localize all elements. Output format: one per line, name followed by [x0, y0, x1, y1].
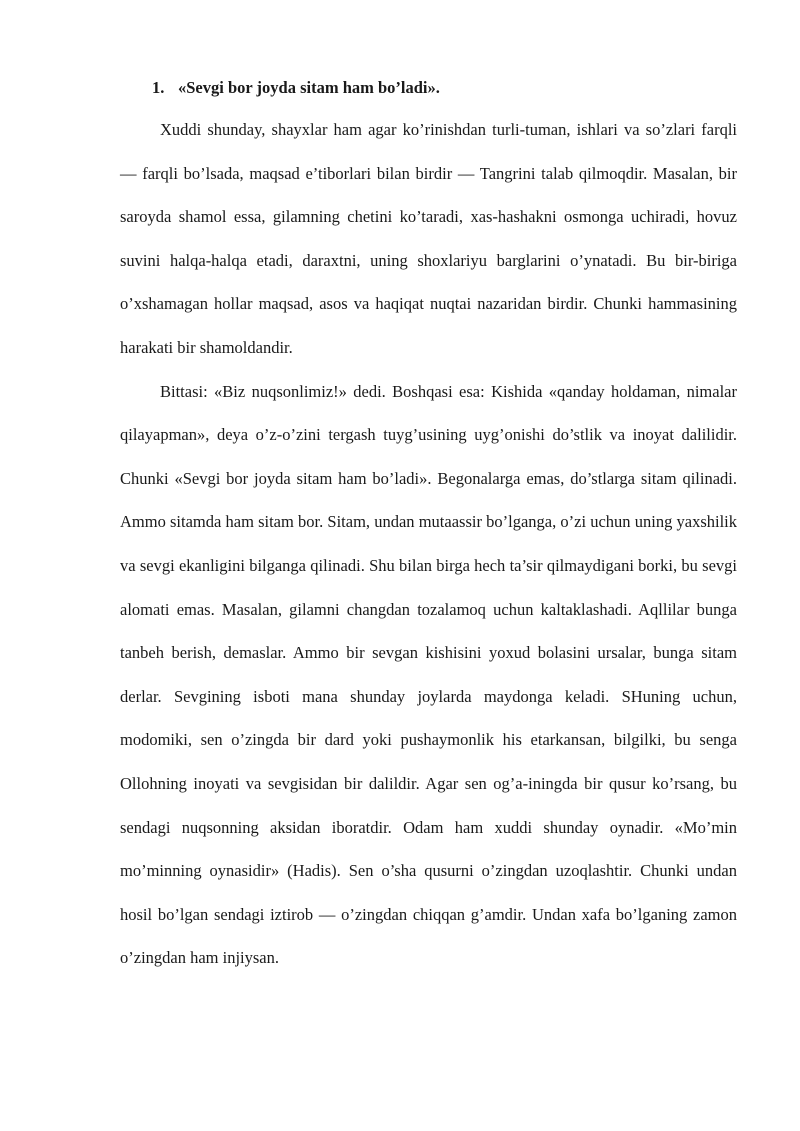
section-title: «Sevgi bor joyda sitam ham bo’ladi». — [178, 78, 440, 97]
section-number: 1. — [152, 78, 165, 97]
section-heading — [120, 72, 737, 104]
paragraph-1: Xuddi shunday, shayxlar ham agar ko’rinishdan turli-tuman, ishlari va so’zlari farqli — farqli bo’lsada, maqsad e’tiborlari bilan birdir — Tangrini talab qilmoqdir. Masalan, bir saroyda shamol essa, gilamning chetini ko’taradi, xas-hashakni osmonga uchiradi, hovuz suvini halqa-halqa etadi, daraxtni, uning shoxlariyu barglarini o’ynatadi. Bu bir-biriga o’xshamagan hollar maqsad, asos va haqiqat nuqtai nazaridan birdir. Chunki hammasining harakati bir shamoldandir. — [120, 120, 737, 357]
document-body — [120, 72, 737, 980]
paragraph-2: Bittasi: «Biz nuqsonlimiz!» dedi. Boshqasi esa: Kishida «qanday holdaman, nimalar qilayapman», deya o’z-o’zini tergash tuyg’usining uyg’onishi do’stlik va inoyat dalilidir. Chunki «Sevgi bor joyda sitam ham bo’ladi». Begonalarga emas, do’stlarga sitam qilinadi. Ammo sitamda ham sitam bor. Sitam, undan mutaassir bo’lganga, o’zi uchun uning yaxshilik va sevgi ekanligini bilganga qilinadi. Shu bilan birga hech ta’sir qilmaydigani borki, bu sevgi alomati emas. Masalan, gilamni changdan tozalamoq uchun kaltaklashadi. Aqllilar bunga tanbeh berish, demaslar. Ammo bir sevgan kishisini yoxud bolasini ursalar, bunga sitam derlar. Sevgining isboti mana shunday joylarda maydonga keladi. SHuning uchun, modomiki, sen o’zingda bir dard yoki pushaymonlik his etarkansan, bilgilki, bu senga Ollohning inoyati va sevgisidan bir dalildir. Agar sen og’a-iningda bir qusur ko’rsang, bu sendagi nuqsonning aksidan iboratdir. Odam ham xuddi shunday oynadir. «Mo’min mo’minning oynasidir» (Hadis). Sen o’sha qusurni o’zingdan uzoqlashtir. Chunki undan hosil bo’lgan sendagi iztirob — o’zingdan chiqqan g’amdir. Undan xafa bo’lganing zamon o’zingdan ham injiysan. — [120, 381, 737, 968]
